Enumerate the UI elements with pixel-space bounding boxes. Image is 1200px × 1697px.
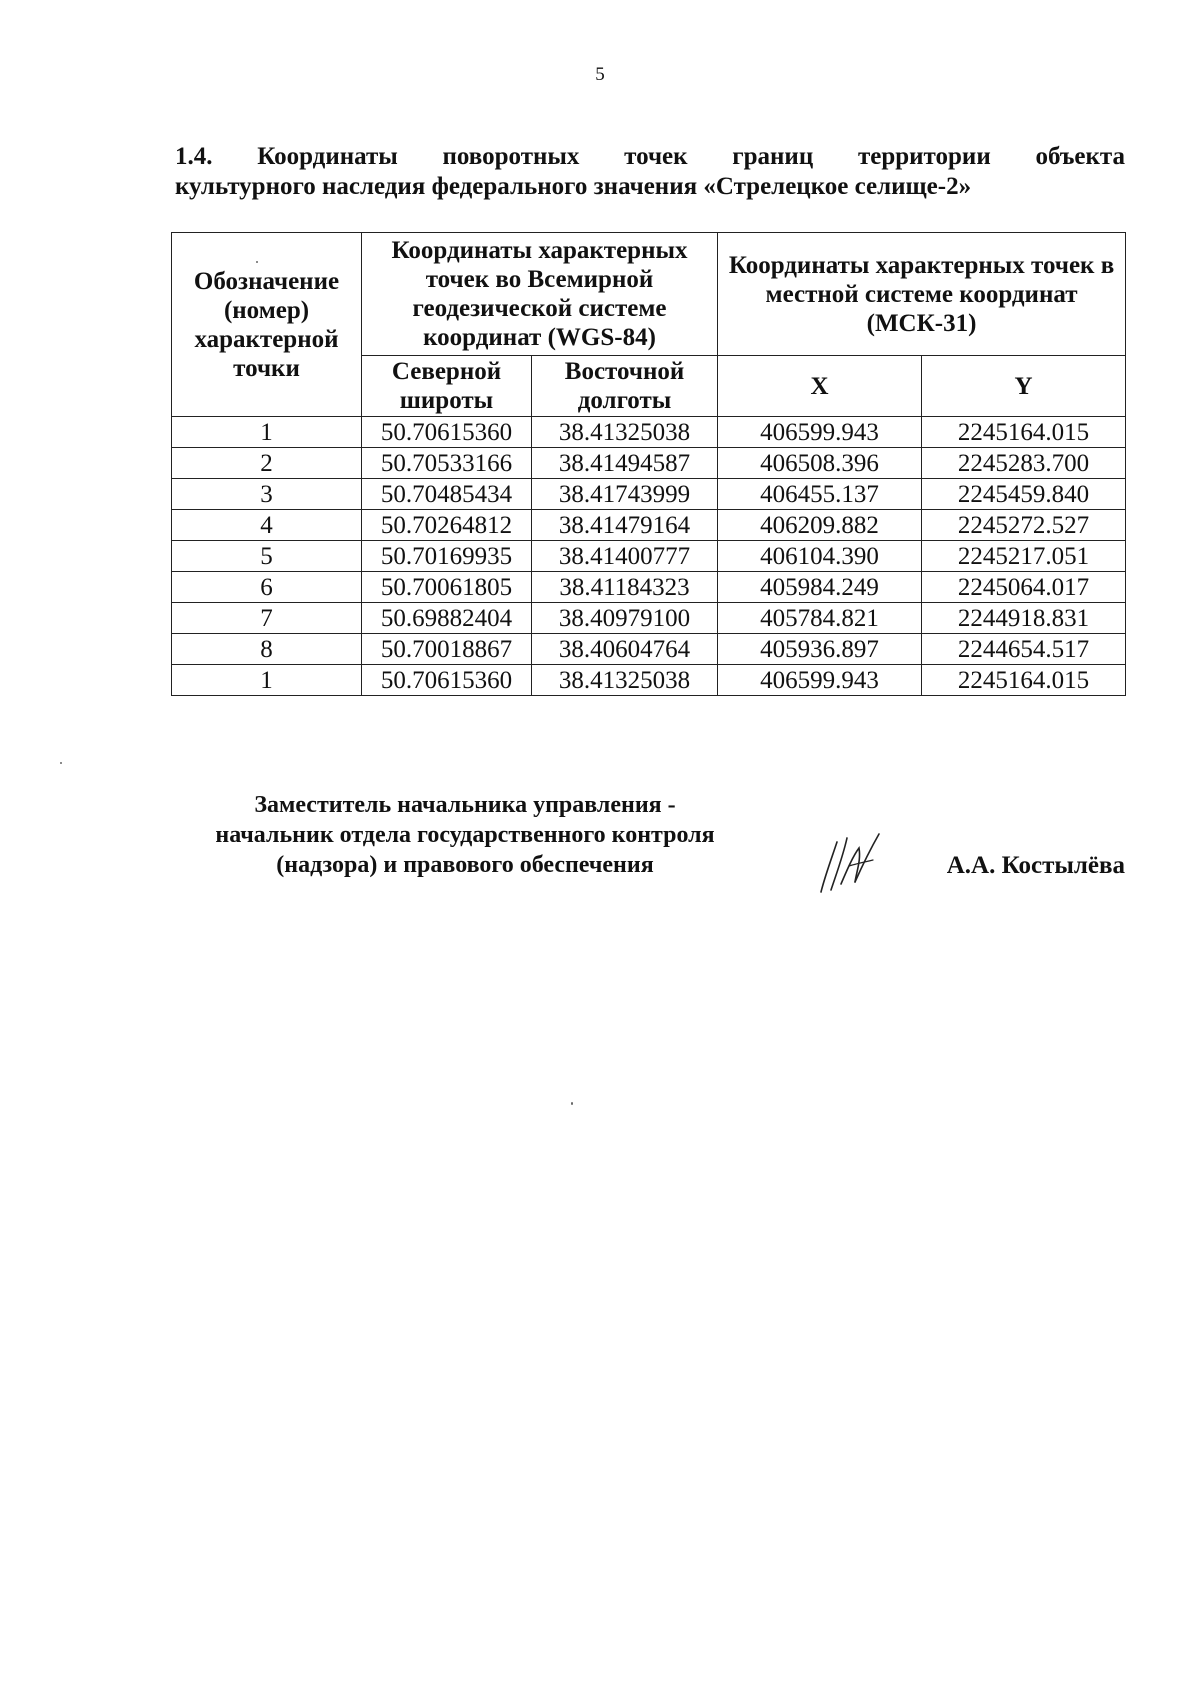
cell-longitude: 38.41400777 [532, 541, 718, 572]
cell-x: 406455.137 [718, 479, 922, 510]
header-y: Y [922, 356, 1126, 417]
cell-y: 2245164.015 [922, 417, 1126, 448]
cell-x: 405936.897 [718, 634, 922, 665]
header-point-designation: Обозначение (номер) характерной точки [172, 233, 362, 417]
cell-x: 406599.943 [718, 665, 922, 696]
cell-point: 1 [172, 417, 362, 448]
cell-point: 1 [172, 665, 362, 696]
header-msk31-coordinates: Координаты характерных точек в местной системе координат (МСК-31) [718, 233, 1126, 356]
cell-x: 406209.882 [718, 510, 922, 541]
signer-position-line-3: (надзора) и правового обеспечения [276, 852, 654, 878]
cell-point: 6 [172, 572, 362, 603]
header-wgs84-coordinates: Координаты характерных точек во Всемирной геодезической системе координат (WGS-84) [362, 233, 718, 356]
cell-latitude: 50.70061805 [362, 572, 532, 603]
table-row [172, 448, 1126, 479]
cell-longitude: 38.41494587 [532, 448, 718, 479]
cell-latitude: 50.70169935 [362, 541, 532, 572]
cell-longitude: 38.40604764 [532, 634, 718, 665]
cell-point: 3 [172, 479, 362, 510]
cell-latitude: 50.70264812 [362, 510, 532, 541]
header-east-longitude: Восточной долготы [532, 356, 718, 417]
scan-speck [571, 1102, 573, 1105]
cell-longitude: 38.41325038 [532, 417, 718, 448]
cell-y: 2245064.017 [922, 572, 1126, 603]
cell-latitude: 50.70615360 [362, 417, 532, 448]
cell-latitude: 50.70533166 [362, 448, 532, 479]
scan-speck [60, 762, 62, 764]
cell-longitude: 38.41325038 [532, 665, 718, 696]
cell-latitude: 50.70018867 [362, 634, 532, 665]
cell-y: 2245217.051 [922, 541, 1126, 572]
cell-y: 2245283.700 [922, 448, 1126, 479]
scan-speck [256, 261, 258, 263]
cell-y: 2244918.831 [922, 603, 1126, 634]
table-row [172, 479, 1126, 510]
cell-x: 406104.390 [718, 541, 922, 572]
cell-latitude: 50.70615360 [362, 665, 532, 696]
cell-x: 406508.396 [718, 448, 922, 479]
cell-longitude: 38.41184323 [532, 572, 718, 603]
cell-x: 405984.249 [718, 572, 922, 603]
table-row [172, 417, 1126, 448]
cell-point: 4 [172, 510, 362, 541]
cell-point: 5 [172, 541, 362, 572]
cell-y: 2245164.015 [922, 665, 1126, 696]
cell-point: 8 [172, 634, 362, 665]
cell-y: 2245272.527 [922, 510, 1126, 541]
table-row [172, 510, 1126, 541]
header-x: X [718, 356, 922, 417]
cell-y: 2245459.840 [922, 479, 1126, 510]
table-row [172, 572, 1126, 603]
table-row [172, 603, 1126, 634]
cell-point: 7 [172, 603, 362, 634]
page-number: 5 [595, 64, 605, 85]
signer-position [170, 790, 760, 880]
cell-latitude: 50.70485434 [362, 479, 532, 510]
section-title [175, 142, 1125, 202]
table-row [172, 665, 1126, 696]
cell-x: 406599.943 [718, 417, 922, 448]
cell-longitude: 38.40979100 [532, 603, 718, 634]
cell-y: 2244654.517 [922, 634, 1126, 665]
signer-position-line-2: начальник отдела государственного контроля [215, 822, 715, 848]
header-north-latitude: Северной широты [362, 356, 532, 417]
coordinates-table [171, 232, 1126, 696]
cell-x: 405784.821 [718, 603, 922, 634]
signer-name: А.А. Костылёва [946, 852, 1125, 879]
cell-latitude: 50.69882404 [362, 603, 532, 634]
section-title-line-1: 1.4. Координаты поворотных точек границ территории объекта [175, 143, 1125, 170]
signer-position-line-1: Заместитель начальника управления - [254, 792, 676, 818]
table-row [172, 541, 1126, 572]
cell-point: 2 [172, 448, 362, 479]
table-row [172, 634, 1126, 665]
cell-longitude: 38.41479164 [532, 510, 718, 541]
cell-longitude: 38.41743999 [532, 479, 718, 510]
section-title-line-2: культурного наследия федерального значения «Стрелецкое селище-2» [175, 173, 972, 200]
handwritten-signature [815, 826, 905, 896]
